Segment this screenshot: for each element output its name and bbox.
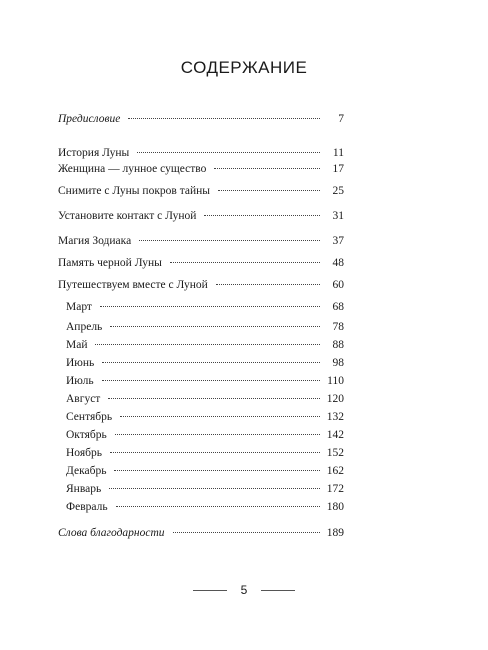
toc-entry xyxy=(66,426,344,444)
dot-leader xyxy=(170,261,320,263)
toc-entry-page: 48 xyxy=(332,257,344,269)
toc-entry-page: 31 xyxy=(332,210,344,222)
toc-entry-page: 17 xyxy=(332,163,344,175)
page-title: СОДЕРЖАНИЕ xyxy=(180,58,308,77)
dot-leader xyxy=(102,361,320,363)
toc-entry-page: 98 xyxy=(332,357,344,369)
toc-entry-title: Январь xyxy=(66,483,102,495)
dot-leader xyxy=(218,189,320,191)
dot-leader xyxy=(137,151,320,153)
toc-entry-title: Октябрь xyxy=(66,429,107,441)
toc-entry xyxy=(66,372,344,390)
toc-entry-title: Июнь xyxy=(66,357,95,369)
toc-entry-page: 110 xyxy=(327,375,344,387)
footer-rule-left xyxy=(193,590,227,591)
toc-entry-title: Сентябрь xyxy=(66,411,113,423)
toc-entry-title: Февраль xyxy=(66,501,108,513)
toc-entry xyxy=(66,298,344,316)
toc-entry xyxy=(58,207,344,225)
toc-entry-page: 7 xyxy=(338,113,344,125)
toc-entry-title: Июль xyxy=(66,375,94,387)
toc-entry xyxy=(58,182,344,200)
dot-leader xyxy=(139,239,320,241)
toc-entry-page: 60 xyxy=(332,279,344,291)
toc-entry xyxy=(58,110,344,128)
toc-entry-page: 132 xyxy=(326,411,344,423)
dot-leader xyxy=(102,379,320,381)
toc-entry xyxy=(66,390,344,408)
toc-entry-page: 152 xyxy=(326,447,344,459)
toc-entry xyxy=(58,254,344,272)
dot-leader xyxy=(173,531,320,533)
toc-entry-page: 120 xyxy=(326,393,344,405)
toc-entry-page: 68 xyxy=(332,301,344,313)
toc-entry-title: Женщина — лунное существо xyxy=(58,163,207,175)
toc-entry xyxy=(66,318,344,336)
toc-entry-title: Магия Зодиака xyxy=(58,235,132,247)
toc-entry-page: 37 xyxy=(332,235,344,247)
dot-leader xyxy=(115,433,320,435)
toc-entry-page: 88 xyxy=(332,339,344,351)
toc-entry xyxy=(58,232,344,250)
toc-entry-title: Март xyxy=(66,301,92,313)
toc-entry-page: 11 xyxy=(332,147,344,159)
toc-entry-page: 25 xyxy=(332,185,344,197)
toc-entry-title: Слова благодарности xyxy=(58,527,165,539)
dot-leader xyxy=(108,397,320,399)
toc-entry-page: 162 xyxy=(326,465,344,477)
dot-leader xyxy=(214,167,320,169)
dot-leader xyxy=(95,343,320,345)
toc-entry-title: История Луны xyxy=(58,147,130,159)
toc-entry xyxy=(66,354,344,372)
toc-entry-page: 142 xyxy=(326,429,344,441)
toc-entry-title: Снимите с Луны покров тайны xyxy=(58,185,211,197)
dot-leader xyxy=(109,487,320,489)
toc-entry-page: 189 xyxy=(326,527,344,539)
dot-leader xyxy=(120,415,320,417)
dot-leader xyxy=(110,325,320,327)
toc-entry-title: Путешествуем вместе с Луной xyxy=(58,279,208,291)
toc-entry xyxy=(66,408,344,426)
toc-entry-title: Август xyxy=(66,393,101,405)
toc-entry-title: Ноябрь xyxy=(66,447,102,459)
toc-entry-title: Установите контакт с Луной xyxy=(58,210,197,222)
dot-leader xyxy=(110,451,320,453)
dot-leader xyxy=(204,214,320,216)
toc-entry xyxy=(66,444,344,462)
toc-entry xyxy=(58,524,344,542)
toc-entry xyxy=(66,498,344,516)
toc-entry xyxy=(66,462,344,480)
toc-entry xyxy=(66,480,344,498)
toc-entry-title: Май xyxy=(66,339,88,351)
toc-entry-title: Апрель xyxy=(66,321,103,333)
dot-leader xyxy=(114,469,320,471)
dot-leader xyxy=(216,283,320,285)
dot-leader xyxy=(100,305,320,307)
toc-entry-page: 78 xyxy=(332,321,344,333)
footer-rule-right xyxy=(261,590,295,591)
toc-entry xyxy=(58,276,344,294)
dot-leader xyxy=(128,117,320,119)
toc-entry-page: 180 xyxy=(326,501,344,513)
page-number: 5 xyxy=(240,583,248,597)
toc-entry-title: Предисловие xyxy=(58,113,121,125)
toc-entry xyxy=(58,160,344,178)
toc-entry xyxy=(66,336,344,354)
toc-entry-title: Память черной Луны xyxy=(58,257,162,269)
page-footer xyxy=(0,580,488,600)
dot-leader xyxy=(116,505,320,507)
toc-entry-page: 172 xyxy=(326,483,344,495)
toc-entry-title: Декабрь xyxy=(66,465,107,477)
